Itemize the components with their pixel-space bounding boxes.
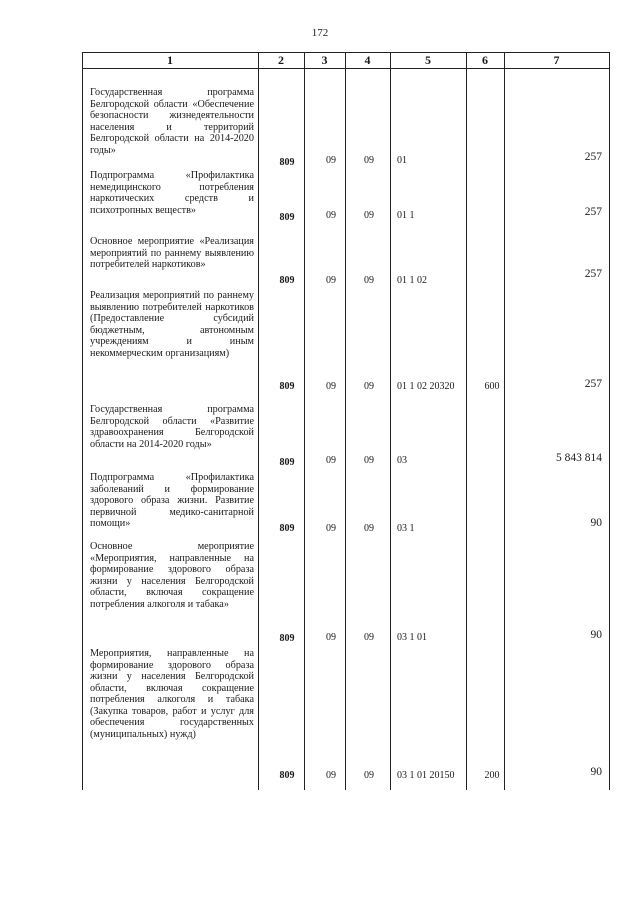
row-description: Мероприятия, направленные на формирование здорового образа жизни у населения Белгородской области, включая сокращение потребления алкоголя и табака (Закупка товаров, работ и услуг для обеспечения государственных (муниципальных) нужд) <box>90 648 254 740</box>
cell-amount: 257 <box>584 268 602 280</box>
cell-target: 03 1 01 <box>397 632 427 643</box>
header-col-7: 7 <box>553 53 560 67</box>
col-border <box>345 52 346 790</box>
cell-subsection: 09 <box>364 770 374 781</box>
cell-amount: 90 <box>590 766 602 778</box>
col-border <box>504 52 505 790</box>
cell-code: 809 <box>279 275 295 286</box>
cell-code: 809 <box>279 212 295 223</box>
cell-section: 09 <box>326 210 336 221</box>
cell-amount: 257 <box>584 206 602 218</box>
cell-amount: 90 <box>590 517 602 529</box>
header-col-2: 2 <box>278 53 284 67</box>
header-col-5: 5 <box>425 53 431 67</box>
cell-target: 03 <box>397 455 407 466</box>
cell-code: 809 <box>279 457 295 468</box>
row-description: Государственная программа Белгородской области «Обеспечение безопасности жизнедеятельности населения и территорий Белгородской области на 2014-2020 годы» <box>90 87 254 156</box>
row-description: Подпрограмма «Профилактика немедицинского потребления наркотических средств и психотропных веществ» <box>90 170 254 216</box>
cell-amount: 257 <box>584 151 602 163</box>
cell-section: 09 <box>326 455 336 466</box>
cell-amount: 90 <box>590 629 602 641</box>
row-description: Подпрограмма «Профилактика заболеваний и формирование здорового образа жизни. Развитие первичной медико-санитарной помощи» <box>90 472 254 529</box>
col-border <box>390 52 391 790</box>
header-col-1: 1 <box>167 53 173 67</box>
cell-code: 809 <box>279 523 295 534</box>
page-number: 172 <box>311 27 329 39</box>
cell-subsection: 09 <box>364 155 374 166</box>
cell-code: 809 <box>279 633 295 644</box>
cell-expense-type: 600 <box>484 381 500 392</box>
cell-target: 01 1 02 20320 <box>397 381 455 392</box>
cell-code: 809 <box>279 381 295 392</box>
header-col-3: 3 <box>321 53 328 67</box>
cell-target: 01 <box>397 155 407 166</box>
col-border <box>258 52 259 790</box>
header-bottom-border <box>82 68 610 69</box>
cell-section: 09 <box>326 770 336 781</box>
col-border <box>609 52 610 790</box>
cell-code: 809 <box>279 157 295 168</box>
cell-amount: 5 843 814 <box>556 452 602 464</box>
row-description: Основное мероприятие «Мероприятия, направленные на формирование здорового образа жизни у населения Белгородской области, включая сокращение потребления алкоголя и табака» <box>90 541 254 610</box>
col-border <box>82 52 83 790</box>
row-description: Основное мероприятие «Реализация мероприятий по раннему выявлению потребителей наркотиков» <box>90 236 254 270</box>
cell-target: 03 1 01 20150 <box>397 770 455 781</box>
row-description: Государственная программа Белгородской области «Развитие здравоохранения Белгородской области на 2014-2020 годы» <box>90 404 254 450</box>
header-col-6: 6 <box>482 53 488 67</box>
cell-section: 09 <box>326 275 336 286</box>
cell-subsection: 09 <box>364 523 374 534</box>
col-border <box>304 52 305 790</box>
cell-subsection: 09 <box>364 455 374 466</box>
cell-target: 03 1 <box>397 523 415 534</box>
cell-code: 809 <box>279 770 295 781</box>
cell-amount: 257 <box>584 378 602 390</box>
row-description: Реализация мероприятий по раннему выявлению потребителей наркотиков (Предоставление субсидий бюджетным, автономным учреждениям и иным некоммерческим организациям) <box>90 290 254 359</box>
cell-target: 01 1 <box>397 210 415 221</box>
cell-expense-type: 200 <box>484 770 500 781</box>
cell-section: 09 <box>326 155 336 166</box>
header-col-4: 4 <box>364 53 371 67</box>
cell-section: 09 <box>326 632 336 643</box>
cell-target: 01 1 02 <box>397 275 427 286</box>
cell-subsection: 09 <box>364 275 374 286</box>
cell-subsection: 09 <box>364 632 374 643</box>
cell-subsection: 09 <box>364 210 374 221</box>
cell-subsection: 09 <box>364 381 374 392</box>
cell-section: 09 <box>326 523 336 534</box>
cell-section: 09 <box>326 381 336 392</box>
